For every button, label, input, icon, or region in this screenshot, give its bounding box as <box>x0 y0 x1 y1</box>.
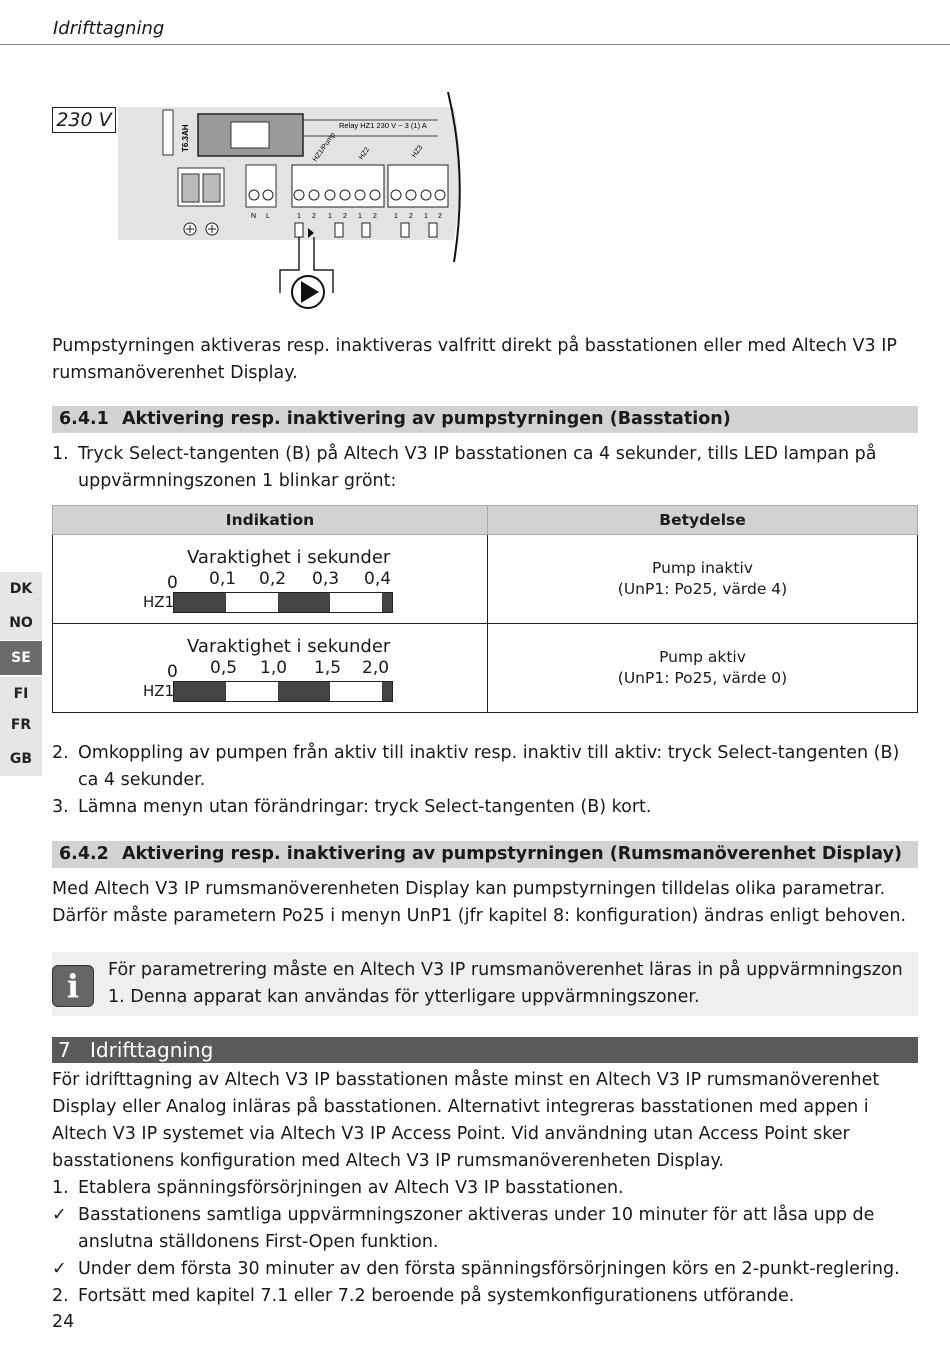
terminal-number: 2 <box>373 213 377 220</box>
section-heading-6-4-2 <box>52 841 918 868</box>
led-off-segment <box>226 682 278 701</box>
zone-label-hz1: HZ1/Pump <box>311 131 337 164</box>
chapter-7-item <box>52 1202 918 1256</box>
item-text: Etablera spänningsförsörjningen av Altech V3 IP basstationen. <box>78 1178 624 1198</box>
lang-tab-gb[interactable]: GB <box>0 742 42 776</box>
terminal-number: 2 <box>438 213 442 220</box>
section-title: Aktivering resp. inaktivering av pumpstyrningen (Basstation) <box>122 409 731 429</box>
terminal-number: 1 <box>424 213 428 220</box>
check-icon: ✓ <box>52 1259 67 1279</box>
led-off-segment <box>226 593 278 612</box>
meaning-detail: (UnP1: Po25, värde 4) <box>617 580 788 598</box>
fuse-label: T6.3AH <box>181 124 190 152</box>
header-rule <box>0 44 950 45</box>
zone-label: HZ1 <box>143 593 175 611</box>
indication-cell <box>53 535 488 624</box>
check-icon: ✓ <box>52 1205 67 1225</box>
item-text: Fortsätt med kapitel 7.1 eller 7.2 beroende på systemkonfigurationens utförande. <box>78 1286 795 1306</box>
voltage-label: 230 V <box>52 107 116 133</box>
step-text: Tryck Select-tangenten (B) på Altech V3 IP basstationen ca 4 sekunder, tills LED lampan på uppvärmningszonen 1 blinkar grönt: <box>78 444 877 491</box>
step-3 <box>52 794 918 821</box>
item-marker: 1. <box>52 1178 69 1198</box>
chapter-heading-7 <box>52 1037 918 1063</box>
item-marker: 2. <box>52 1286 69 1306</box>
tick-zero: 0 <box>167 662 178 682</box>
meaning-cell <box>488 535 918 624</box>
step-text: Lämna menyn utan förändringar: tryck Select-tangenten (B) kort. <box>78 797 652 817</box>
n-label: N <box>251 213 257 220</box>
section-6-4-2-body: Med Altech V3 IP rumsmanöverenheten Display kan pumpstyrningen tilldelas olika parametrar. Därför måste parametern Po25 i menyn UnP1 (jfr kapitel 8: konfiguration) ändras enligt behoven. <box>52 879 907 926</box>
duration-label: Varaktighet i sekunder <box>187 547 391 568</box>
tick-label: 0,4 <box>364 569 392 589</box>
item-text: Basstationens samtliga uppvärmningszoner aktiveras under 10 minuter för att låsa upp de anslutna ställdonens First-Open funktion. <box>78 1205 875 1252</box>
info-text: För parametrering måste en Altech V3 IP rumsmanöverenhet läras in på uppvärmningszon 1. Denna apparat kan användas för ytterligare uppvärmningszoner. <box>108 960 903 1007</box>
page-number: 24 <box>52 1312 75 1332</box>
table-row <box>53 624 918 713</box>
led-on-segment <box>278 682 330 701</box>
led-on-segment <box>174 593 226 612</box>
duration-label: Varaktighet i sekunder <box>187 636 391 657</box>
wiring-diagram <box>118 90 463 310</box>
led-on-segment <box>174 682 226 701</box>
meaning-detail: (UnP1: Po25, värde 0) <box>617 669 788 687</box>
lang-tab-fr[interactable]: FR <box>0 708 42 742</box>
step-marker: 2. <box>52 743 69 763</box>
indication-table <box>52 505 918 713</box>
section-number: 6.4.1 <box>59 409 109 429</box>
chapter-7-item <box>52 1175 918 1202</box>
lang-tab-no[interactable]: NO <box>0 606 42 640</box>
tick-label: 1,5 <box>314 658 342 678</box>
info-box <box>52 952 918 1016</box>
column-header-meaning: Betydelse <box>488 506 918 535</box>
meaning-cell <box>488 624 918 713</box>
column-header-indication: Indikation <box>53 506 488 535</box>
lang-tab-se[interactable]: SE <box>0 641 42 675</box>
chapter-7-item <box>52 1256 918 1283</box>
led-blink-bar <box>173 592 393 613</box>
table-row <box>53 535 918 624</box>
indication-cell <box>53 624 488 713</box>
led-blink-bar <box>173 681 393 702</box>
tick-label: 0,1 <box>209 569 237 589</box>
step-2 <box>52 740 918 794</box>
terminal-number: 1 <box>297 213 301 220</box>
zone-label: HZ1 <box>143 682 175 700</box>
lang-tab-fi[interactable]: FI <box>0 677 42 711</box>
step-1 <box>52 441 918 495</box>
lang-tab-dk[interactable]: DK <box>0 572 42 606</box>
tick-zero: 0 <box>167 573 178 593</box>
tick-label: 0,2 <box>259 569 287 589</box>
terminal-number: 2 <box>343 213 347 220</box>
terminal-number: 2 <box>409 213 413 220</box>
item-text: Under dem första 30 minuter av den första spänningsförsörjningen körs en 2-punkt-reglering. <box>78 1259 900 1279</box>
zone-label-hz3: HZ3 <box>410 144 425 160</box>
led-off-segment <box>330 593 382 612</box>
tick-label: 0,3 <box>312 569 340 589</box>
meaning-title: Pump inaktiv <box>652 559 753 577</box>
intro-paragraph: Pumpstyrningen aktiveras resp. inaktiveras valfritt direkt på basstationen eller med Altech V3 IP rumsmanöverenhet Display. <box>52 336 897 383</box>
chapter-7-item <box>52 1283 918 1310</box>
section-heading-6-4-1 <box>52 406 918 433</box>
led-on-segment <box>382 593 392 612</box>
chapter-number: 7 <box>58 1038 71 1062</box>
led-on-segment <box>278 593 330 612</box>
terminal-number: 1 <box>358 213 362 220</box>
tick-label: 1,0 <box>260 658 288 678</box>
terminal-number: 1 <box>328 213 332 220</box>
terminal-number: 1 <box>394 213 398 220</box>
section-number: 6.4.2 <box>59 844 109 864</box>
tick-label: 0,5 <box>210 658 238 678</box>
meaning-title: Pump aktiv <box>659 648 746 666</box>
tick-label: 2,0 <box>362 658 390 678</box>
chapter-title: Idrifttagning <box>90 1038 214 1062</box>
zone-label-hz2: HZ2 <box>357 146 372 162</box>
step-marker: 1. <box>52 444 69 464</box>
running-header: Idrifttagning <box>53 18 165 39</box>
section-title: Aktivering resp. inaktivering av pumpstyrningen (Rumsmanöverenhet Display) <box>122 844 902 864</box>
relay-label: Relay HZ1 230 V ~ 3 (1) A <box>339 121 427 130</box>
info-icon: i <box>52 965 94 1007</box>
led-off-segment <box>330 682 382 701</box>
step-marker: 3. <box>52 797 69 817</box>
l-label: L <box>266 213 270 220</box>
terminal-number: 2 <box>312 213 316 220</box>
led-on-segment <box>382 682 392 701</box>
chapter-7-body: För idrifttagning av Altech V3 IP basstationen måste minst en Altech V3 IP rumsmanöverenhet Display eller Analog inläras på basstationen. Alternativt integreras basstationen med appen i Altech V3 IP systemet via Altech V3 IP Access Point. Vid användning utan Access Point sker basstationens konfiguration med Altech V3 IP rumsmanöverenheten Display. <box>52 1070 880 1171</box>
step-text: Omkoppling av pumpen från aktiv till inaktiv resp. inaktiv till aktiv: tryck Select-tangenten (B) ca 4 sekunder. <box>78 743 900 790</box>
